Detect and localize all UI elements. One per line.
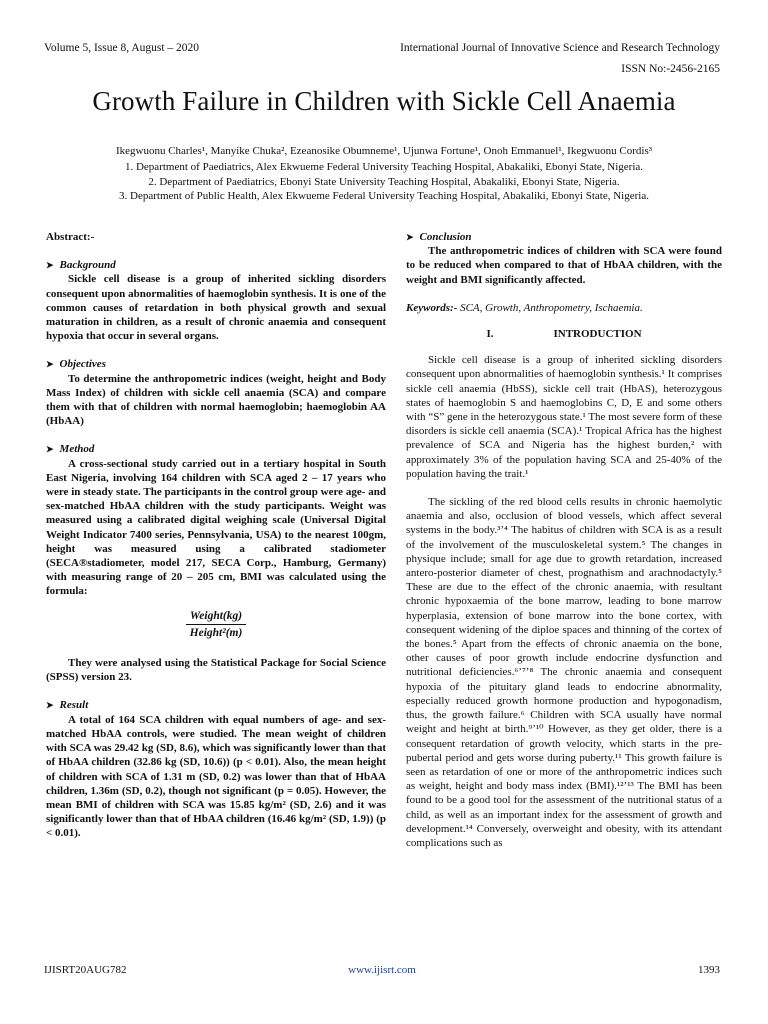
journal-url-link[interactable]: www.ijisrt.com (348, 964, 416, 976)
objectives-text: To determine the anthropometric indices (weight, height and Body Mass Index) of children with sickle cell anaemia (SCA) and compare them with that of children with normal haemoglobin; haemoglobin AA (HbAA) (46, 372, 386, 428)
intro-paragraph-2: The sickling of the red blood cells results in chronic haemolytic anaemia and also, occlusion of blood vessels, which affect several systems in the body.³ʼ⁴ The habitus of children with SCA is as a result of the involvement of the musculoskeletal system.⁵ The changes in physique include; small for age due to growth retardation, increased antero-posterior diameter of chest, prognathism and arachnodactyly.⁵ These are due to the effect of the chronic anaemia, with resultant chronic hypoxaemia of the bone marrow, leading to bone marrow hyperplasia, extension of bone marrow into the bone cortex, with consequent widening of the diploe spaces and thinning of the cortex of the bones.⁵ Apart from the effects of chronic anaemia on the bone, other causes of poor growth include endocrine dysfunction and nutritional deficiencies.⁶ʼ⁷ʼ⁸ The chronic anaemia and consequent hypoxia of the pituitary gland leads to endocrine abnormality, especially reduced growth hormone production and hypogonadism, thus, the growth failure.⁶ Children with SCA usually have normal weight and height at birth.⁹ʼ¹⁰ However, as they get older, there is a consequent retardation of growth velocity, which starts in the pre-pubertal period and gets worse during puberty.¹¹ This growth failure is seen as retardation of one or more of the anthropometric indices such as weight, height and body mass index (BMI).¹²ʼ¹³ The BMI has been found to be a good tool for the assessment of the nutritional status of a child, as well as an important index for the assessment of growth and development.¹⁴ Conversely, overweight and obesity, with its attendant complications such as (406, 496, 722, 849)
objectives-heading (46, 357, 386, 371)
background-heading-text: Background (59, 259, 116, 272)
section-title: INTRODUCTION (553, 328, 642, 341)
affiliations (0, 160, 768, 204)
keywords-text: SCA, Growth, Anthropometry, Ischaemia. (457, 301, 643, 314)
section-number: I. (486, 328, 494, 341)
spss-text: They were analysed using the Statistical Package for Social Science (SPSS) version 23. (46, 657, 386, 684)
abstract-column (46, 230, 386, 855)
conclusion-text: The anthropometric indices of children with SCA were found to be reduced when compared to that of HbAA children, with the weight and BMI significantly affected. (406, 245, 722, 286)
affiliation-3: 3. Department of Public Health, Alex Ekwueme Federal University Teaching Hospital, Abakaliki, Ebonyi State, Nigeria. (119, 190, 649, 202)
page-number: 1393 (698, 964, 720, 976)
keywords-label: Keywords:- (406, 301, 458, 314)
formula-numerator: Weight(kg) (186, 609, 247, 625)
paper-title: Growth Failure in Children with Sickle Cell Anaemia (92, 86, 676, 116)
intro-paragraph-1: Sickle cell disease is a group of inherited sickling disorders consequent upon abnormalities of haemoglobin synthesis.¹ It comprises sickle cell anaemia (HbSS), sickle cell trait (HbAS), heterozygous states of haemoglobin S and haemoglobins C, D, E and some others with “S” gene in the heterozygous state.¹ The most severe form of these disorders is sickle cell anaemia (SCA).¹ Tropical Africa has the highest prevalence of SCA and Nigeria has the highest burden,² with approximately 3% of the population having SCA and 25-40% of the population having the trait.¹ (406, 354, 722, 480)
authors-line: Ikegwuonu Charles¹, Manyike Chuka², Ezeanosike Obumneme¹, Ujunwa Fortune¹, Onoh Emmanuel¹, Ikegwuonu Cordis³ (115, 145, 653, 157)
right-column (406, 230, 722, 864)
arrow-bullet-icon: ➤ (406, 232, 414, 242)
objectives-heading-text: Objectives (59, 358, 106, 371)
abstract-label: Abstract:- (46, 231, 95, 243)
affiliation-2: 2. Department of Paediatrics, Ebonyi State University Teaching Hospital, Abakaliki, Ebonyi State, Nigeria. (148, 175, 620, 188)
formula-denominator: Height²(m) (189, 626, 243, 639)
background-heading (46, 258, 386, 272)
result-text: A total of 164 SCA children with equal numbers of age- and sex-matched HbAA controls, were studied. The mean weight of children with SCA was 29.42 kg (SD, 8.6), which was significantly lower than that of HbAA children (32.86 kg (SD, 10.6)) (p < 0.01). Also, the mean height of children with SCA of 1.31 m (SD, 0.2) was lower than that of HbAA children, 1.36m (SD, 0.2), though not significant (p = 0.05). However, the mean BMI of children with SCA was 15.85 kg/m² (SD, 2.6) and it was significantly lower than that of HbAA children (16.46 kg/m² (SD, 1.9)) (p < 0.01). (46, 713, 386, 840)
paper-code: IJISRT20AUG782 (44, 964, 127, 976)
issn: ISSN No:-2456-2165 (621, 63, 720, 75)
conclusion-heading-text: Conclusion (419, 231, 472, 243)
method-heading (46, 442, 386, 456)
arrow-bullet-icon: ➤ (46, 700, 54, 711)
background-text: Sickle cell disease is a group of inherited sickling disorders consequent upon abnormalities of haemoglobin synthesis. It is one of the common causes of retardation in both physical growth and sexual maturation in children, as a result of chronic anaemia and consequent hypoxia that occur in several organs. (46, 273, 386, 343)
bmi-formula (46, 609, 386, 640)
affiliation-1: 1. Department of Paediatrics, Alex Ekwueme Federal University Teaching Hospital, Abakaliki, Ebonyi State, Nigeria. (124, 161, 644, 173)
arrow-bullet-icon: ➤ (46, 260, 54, 271)
journal-name: International Journal of Innovative Science and Research Technology (400, 42, 720, 54)
result-heading (46, 698, 386, 712)
introduction-heading (406, 327, 722, 341)
method-text: A cross-sectional study carried out in a tertiary hospital in South East Nigeria, involving 164 children with SCA aged 2 – 17 years who were in steady state. The participants in the control group were age- and sex-matched HbAA children with the study participants. Weight was measured using a calibrated digital weighing scale (Universal Digital Weight Indicator 7400 series, Pennsylvania, USA) to the nearest 100gm, height was measured using a calibrated stadiometer (SECA®stadiometer, model 217, SECA Corp., Hamburg, Germany) with measuring range of 20 – 205 cm, BMI was calculated using the formula: (46, 457, 386, 598)
keywords (406, 301, 722, 315)
method-heading-text: Method (59, 443, 95, 456)
volume-issue: Volume 5, Issue 8, August – 2020 (44, 42, 200, 54)
arrow-bullet-icon: ➤ (46, 359, 54, 370)
result-heading-text: Result (59, 699, 89, 712)
conclusion-heading (406, 230, 722, 244)
arrow-bullet-icon: ➤ (46, 444, 54, 455)
